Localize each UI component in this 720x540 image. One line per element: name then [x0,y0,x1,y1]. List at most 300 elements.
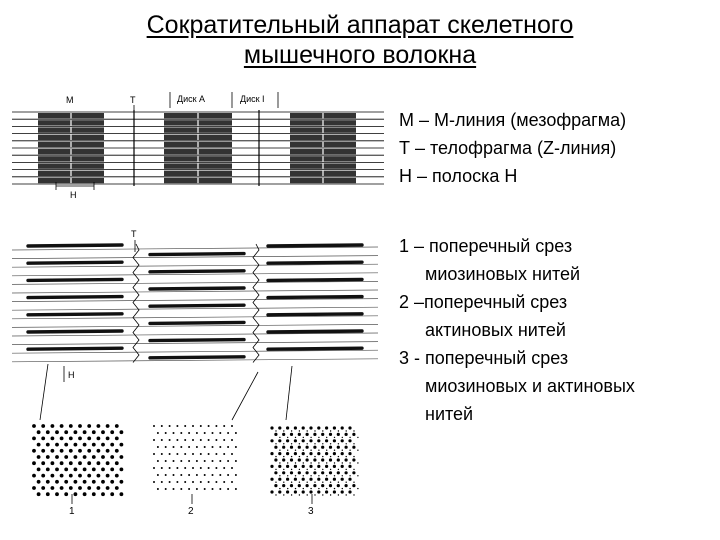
mixed-dot-small [291,494,292,495]
myosin-dot [106,437,110,441]
mixed-dot-small [295,488,296,489]
myosin-dot [120,468,124,472]
actin-dot [219,432,221,434]
mixed-dot-small [342,475,343,476]
mixed-dot [325,426,328,429]
mixed-dot-small [353,456,354,457]
mixed-dot-small [326,462,327,463]
mixed-dot-small [334,488,335,489]
mixed-dot [270,439,273,442]
myosin-dot [120,455,124,459]
myosin-dot [92,480,96,484]
mixed-dot [298,471,301,474]
mixed-dot [313,458,316,461]
mixed-dot-small [283,494,284,495]
mixed-dot [337,433,340,436]
mixed-dot-small [291,469,292,470]
myosin-dot [55,468,59,472]
myosin-dot [78,474,82,478]
mixed-dot [313,471,316,474]
legend-h-band: Н – полоска Н [399,166,518,186]
mixed-dot [309,490,312,493]
actin-dot [223,425,225,427]
legend-item: 1 – поперечный срез [399,236,573,256]
legend-item: актиновых нитей [425,320,566,340]
myosin-dot [55,430,59,434]
myosin-dot [74,430,78,434]
mixed-dot-small [310,475,311,476]
myosin-dot [120,492,124,496]
actin-dot [188,474,190,476]
myosin-dot [60,424,64,428]
mixed-dot [352,433,355,436]
mixed-dot-small [295,437,296,438]
legend-item: миозиновых и актиновых [425,376,635,396]
actin-dot [219,446,221,448]
myosin-dot [87,461,91,465]
myosin-dot [74,480,78,484]
actin-dot [223,439,225,441]
mixed-dot [337,484,340,487]
mixed-dot-small [357,475,358,476]
mixed-dot [306,446,309,449]
actin-dot [173,488,175,490]
myosin-dot [37,443,41,447]
myosin-dot [46,455,50,459]
mixed-dot-small [342,437,343,438]
mixed-dot [321,471,324,474]
myosin-filament [28,245,122,246]
mixed-dot [352,484,355,487]
mixed-dot-small [299,482,300,483]
actin-dot [223,453,225,455]
actin-dot [176,439,178,441]
mixed-dot [294,465,297,468]
mixed-dot [321,433,324,436]
myosin-dot [55,455,59,459]
mixed-dot-small [338,469,339,470]
label-h-top: Н [70,190,77,200]
mixed-dot-small [303,437,304,438]
actin-dot [204,446,206,448]
myosin-filament [150,254,244,255]
mixed-dot-small [357,488,358,489]
actin-dot [157,446,159,448]
mixed-dot [294,490,297,493]
myosin-filament [268,279,362,280]
mixed-dot-small [307,443,308,444]
mixed-dot [348,426,351,429]
mixed-dot [282,446,285,449]
myosin-dot [97,449,101,453]
myosin-dot [51,449,55,453]
mixed-dot [278,490,281,493]
mixed-dot [302,478,305,481]
mixed-dot [337,458,340,461]
myosin-dot [51,486,55,490]
actin-dot [204,488,206,490]
myosin-dot [69,486,73,490]
actin-dot [157,474,159,476]
myosin-dot [32,461,36,465]
mixed-dot [286,490,289,493]
mixed-dot [274,446,277,449]
actin-dot [184,481,186,483]
myosin-dot [46,480,50,484]
mixed-dot-small [349,450,350,451]
myosin-dot [83,430,87,434]
myosin-filament [28,348,122,349]
mixed-dot [345,471,348,474]
title-line-2: мышечного волокна [243,41,477,69]
mixed-dot [341,490,344,493]
mixed-dot [282,471,285,474]
mixed-dot [286,465,289,468]
myosin-dot [37,455,41,459]
actin-filament [12,247,378,250]
mixed-dot [352,446,355,449]
mixed-dot [286,426,289,429]
mixed-dot-small [299,443,300,444]
actin-dot [215,425,217,427]
actin-dot [208,453,210,455]
mixed-dot-small [287,488,288,489]
mixed-dot-small [346,469,347,470]
mixed-dot [321,458,324,461]
myosin-dot [64,430,68,434]
mixed-dot [348,478,351,481]
mixed-dot [317,452,320,455]
myosin-filament [28,262,122,263]
mixed-dot-small [283,482,284,483]
myosin-dot [64,443,68,447]
mixed-dot [294,478,297,481]
mixed-dot-small [353,469,354,470]
myosin-dot [60,461,64,465]
myosin-dot [41,486,45,490]
actin-dot [200,425,202,427]
actin-dot [200,467,202,469]
mixed-dot-small [279,462,280,463]
mixed-dot-small [291,430,292,431]
mixed-dot-small [287,437,288,438]
myosin-dot [120,443,124,447]
mixed-dot [333,452,336,455]
mixed-dot-small [318,450,319,451]
actin-dot [169,467,171,469]
mixed-dot [278,478,281,481]
mixed-dot [337,446,340,449]
filament-diagram [12,244,378,363]
mixed-dot [329,484,332,487]
myosin-dot [41,461,45,465]
mixed-dot [294,439,297,442]
actin-dot [184,467,186,469]
actin-dot [188,446,190,448]
mixed-dot-small [307,430,308,431]
myosin-dot [83,492,87,496]
actin-dot [212,488,214,490]
actin-dot [184,439,186,441]
actin-dot [204,432,206,434]
actin-filament [12,264,378,267]
z-line-zigzags [133,244,259,363]
mixed-dot-small [279,488,280,489]
myosin-dot [32,474,36,478]
actin-dot [196,474,198,476]
actin-dot [169,481,171,483]
myosin-dot [69,461,73,465]
mixed-dot [309,452,312,455]
legend-item: миозиновых нитей [425,264,581,284]
myosin-dot [106,424,110,428]
actin-dot [208,467,210,469]
label-t-middle: Т [131,229,137,239]
actin-dot [212,432,214,434]
cross-section-myosin-actin [270,426,358,495]
actin-dot [196,488,198,490]
actin-dot [173,446,175,448]
myosin-dot [32,437,36,441]
actin-filament [12,350,378,353]
myosin-dot [115,474,119,478]
mixed-dot [294,452,297,455]
actin-dot [219,488,221,490]
mixed-dot-small [310,450,311,451]
myosin-dot [74,468,78,472]
actin-dot [219,460,221,462]
actin-dot [208,425,210,427]
mixed-dot-small [334,462,335,463]
mixed-dot [333,439,336,442]
mixed-dot-small [275,443,276,444]
mixed-dot-small [330,482,331,483]
actin-dot [153,439,155,441]
myosin-dot [55,492,59,496]
mixed-dot [294,426,297,429]
myosin-dot [32,424,36,428]
actin-dot [215,481,217,483]
mixed-dot [333,465,336,468]
actin-dot [223,481,225,483]
mixed-dot [325,452,328,455]
myosin-filament [150,305,244,306]
actin-dot [161,481,163,483]
myosin-dot [87,424,91,428]
actin-dot [235,474,237,476]
mixed-dot-small [283,456,284,457]
mixed-dot [333,426,336,429]
mixed-dot-small [299,456,300,457]
mixed-dot [313,433,316,436]
mixed-dot-small [314,456,315,457]
myosin-dot [115,461,119,465]
actin-dot [184,425,186,427]
myosin-filament [268,314,362,315]
actin-filament [12,290,378,293]
mixed-dot [345,446,348,449]
mixed-dot [348,439,351,442]
mixed-dot-small [346,482,347,483]
actin-dot [223,467,225,469]
actin-dot [196,446,198,448]
label-m-line: М [66,95,74,105]
mixed-dot-small [299,430,300,431]
mixed-dot [329,458,332,461]
myosin-dot [120,480,124,484]
mixed-dot [329,471,332,474]
mixed-dot-small [334,450,335,451]
myosin-dot [64,455,68,459]
mixed-dot [348,452,351,455]
myosin-filament [150,322,244,323]
mixed-dot [278,465,281,468]
myosin-dot [101,443,105,447]
mixed-dot [298,484,301,487]
mixed-dot [274,433,277,436]
actin-dot [180,446,182,448]
mixed-dot-small [303,475,304,476]
mixed-dot [317,490,320,493]
actin-dot [212,446,214,448]
myosin-dot [92,430,96,434]
mixed-dot-small [291,443,292,444]
actin-filament [12,256,378,259]
myosin-dot [74,443,78,447]
mixed-dot-small [283,469,284,470]
mixed-dot-small [349,475,350,476]
actin-dot [235,432,237,434]
actin-dot [227,474,229,476]
mixed-dot-small [322,456,323,457]
actin-dot [208,439,210,441]
actin-dot [227,446,229,448]
mixed-dot-small [322,494,323,495]
mixed-dot-small [279,450,280,451]
mixed-dot [325,439,328,442]
actin-dot [169,425,171,427]
mixed-dot [298,446,301,449]
mixed-dot-small [353,430,354,431]
mixed-dot [282,484,285,487]
actin-dot [157,460,159,462]
mixed-dot-small [291,482,292,483]
mixed-dot-small [279,437,280,438]
mixed-dot-small [314,469,315,470]
mixed-dot [341,465,344,468]
mixed-dot [348,465,351,468]
myosin-dot [97,437,101,441]
z-line-zigzag [133,244,139,363]
mixed-dot-small [322,482,323,483]
mixed-dot [290,433,293,436]
myosin-filament [28,297,122,298]
actin-dot [180,474,182,476]
myosin-dot [110,430,114,434]
actin-dot [231,453,233,455]
mixed-dot-small [349,462,350,463]
actin-dot [192,453,194,455]
myosin-dot [115,449,119,453]
myosin-dot [97,461,101,465]
myosin-dot [51,474,55,478]
mixed-dot [345,484,348,487]
actin-filament [12,359,378,362]
mixed-dot [325,490,328,493]
actin-dot [227,488,229,490]
actin-dot [227,432,229,434]
actin-dot [196,432,198,434]
actin-dot [165,446,167,448]
mixed-dot [302,426,305,429]
mixed-dot [337,471,340,474]
actin-dot [192,467,194,469]
actin-dot [169,439,171,441]
myosin-dot [78,461,82,465]
mixed-dot [317,465,320,468]
myosin-dot [69,437,73,441]
mixed-dot-small [275,430,276,431]
mixed-dot-small [326,450,327,451]
actin-dot [161,467,163,469]
mixed-dot-small [318,475,319,476]
mixed-dot-small [326,437,327,438]
actin-dot [161,439,163,441]
myosin-dot [106,486,110,490]
myosin-dot [64,468,68,472]
myosin-filament [268,262,362,263]
mixed-dot-small [357,450,358,451]
label-disk-i: Диск I [240,94,265,104]
mixed-dot [352,458,355,461]
myosin-dot [110,455,114,459]
myosin-dot [60,449,64,453]
actin-dot [153,453,155,455]
label-disk-a: Диск А [177,94,206,104]
mixed-dot [321,484,324,487]
actin-dot [204,460,206,462]
actin-dot [165,474,167,476]
myosin-dot [101,480,105,484]
mixed-dot [333,490,336,493]
mixed-dot-small [299,469,300,470]
myosin-dot [110,443,114,447]
mixed-dot-small [353,443,354,444]
actin-dot [176,425,178,427]
myosin-filament [268,297,362,298]
mixed-dot [286,478,289,481]
actin-dot [176,453,178,455]
myosin-filament [28,314,122,315]
leader-line-2 [232,372,258,420]
actin-dot [173,432,175,434]
myosin-dot [101,455,105,459]
mixed-dot [329,433,332,436]
mixed-dot-small [279,475,280,476]
actin-dot [192,425,194,427]
mixed-dot [302,465,305,468]
myosin-dot [83,455,87,459]
mixed-dot [341,478,344,481]
myosin-dot [74,492,78,496]
cross-section-myosin [32,424,123,496]
myosin-dot [69,474,73,478]
myosin-dot [83,443,87,447]
mixed-dot-small [307,456,308,457]
mixed-dot [270,465,273,468]
mixed-dot-small [357,437,358,438]
mixed-dot-small [338,456,339,457]
